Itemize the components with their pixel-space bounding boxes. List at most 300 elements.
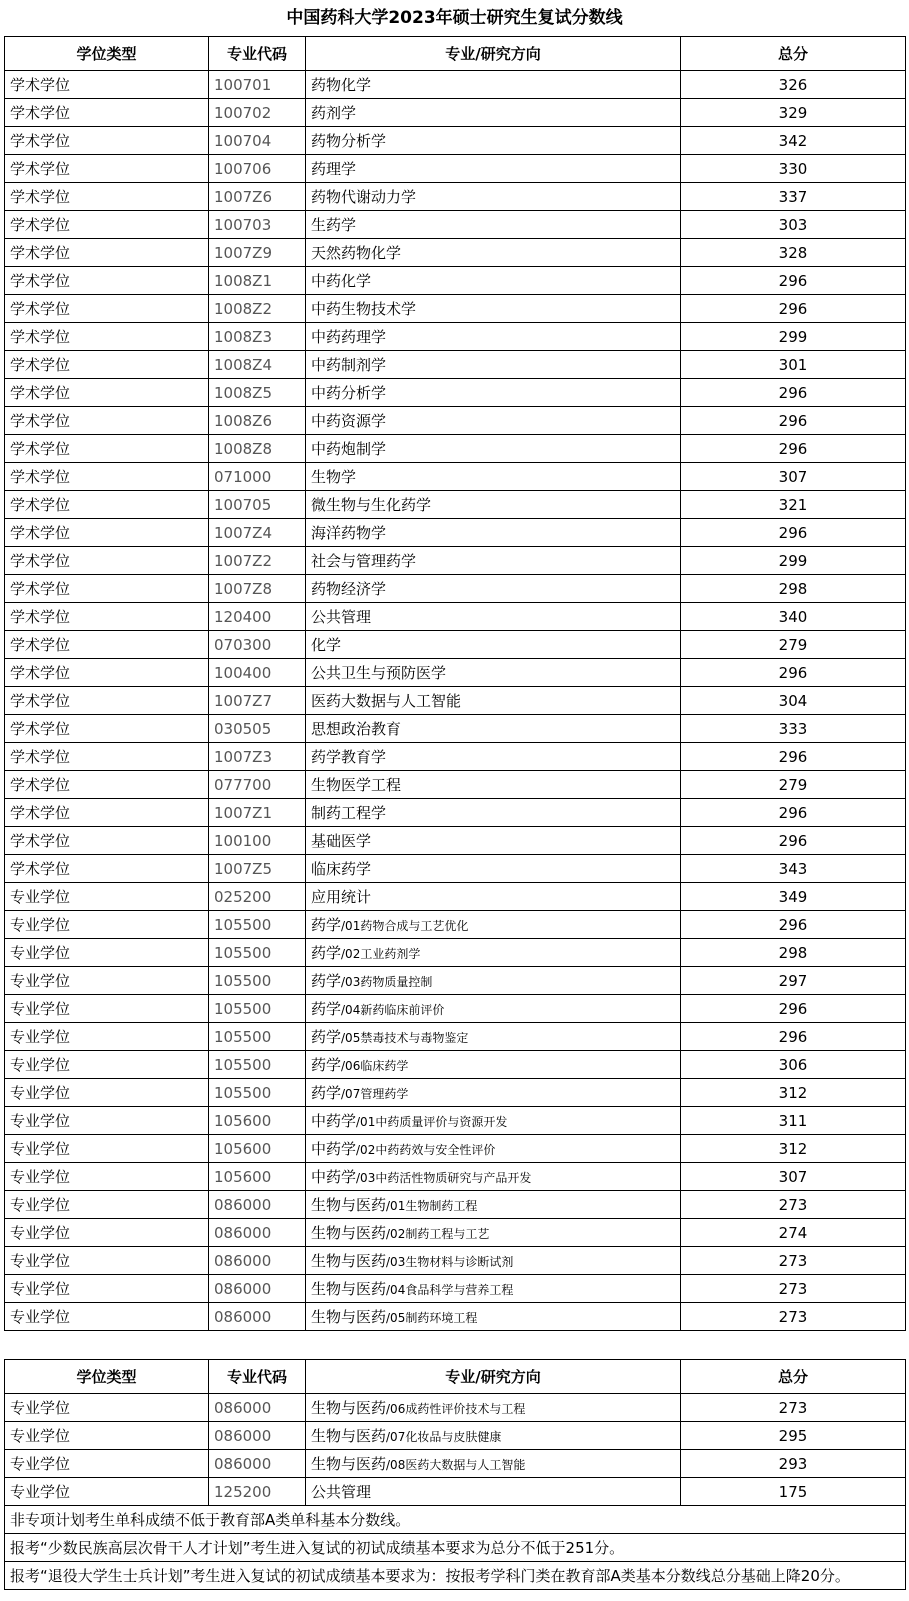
major-name: 公共卫生与预防医学 bbox=[311, 664, 447, 682]
degree-type-cell: 专业学位 bbox=[5, 1079, 209, 1107]
degree-type-cell: 学术学位 bbox=[5, 351, 209, 379]
major-code-cell: 077700 bbox=[209, 771, 306, 799]
degree-type-cell: 学术学位 bbox=[5, 379, 209, 407]
major-code-cell: 100703 bbox=[209, 211, 306, 239]
table-row bbox=[5, 575, 906, 603]
degree-type-cell: 学术学位 bbox=[5, 435, 209, 463]
total-score-cell: 299 bbox=[681, 547, 906, 575]
research-direction: /02中药药效与安全性评价 bbox=[356, 1143, 496, 1157]
table-row bbox=[5, 519, 906, 547]
major-direction-cell bbox=[306, 715, 681, 743]
major-direction-cell bbox=[306, 351, 681, 379]
major-name: 药学 bbox=[311, 1028, 342, 1046]
table-row bbox=[5, 1394, 906, 1422]
total-score-cell: 296 bbox=[681, 267, 906, 295]
table-row bbox=[5, 183, 906, 211]
total-score-cell: 321 bbox=[681, 491, 906, 519]
table-row bbox=[5, 211, 906, 239]
major-direction-cell bbox=[306, 939, 681, 967]
table-row bbox=[5, 463, 906, 491]
table-row bbox=[5, 1135, 906, 1163]
total-score-cell: 307 bbox=[681, 463, 906, 491]
degree-type-cell: 学术学位 bbox=[5, 687, 209, 715]
major-name: 药物代谢动力学 bbox=[311, 188, 417, 206]
major-name: 中药学 bbox=[311, 1168, 357, 1186]
table-header-row bbox=[5, 37, 906, 71]
degree-type-cell: 专业学位 bbox=[5, 1394, 209, 1422]
degree-type-cell: 学术学位 bbox=[5, 99, 209, 127]
major-code-cell: 100400 bbox=[209, 659, 306, 687]
header-major-direction: 专业/研究方向 bbox=[306, 1360, 681, 1394]
table-row bbox=[5, 799, 906, 827]
total-score-cell: 326 bbox=[681, 71, 906, 99]
research-direction: /03中药活性物质研究与产品开发 bbox=[356, 1171, 532, 1185]
major-direction-cell bbox=[306, 323, 681, 351]
table-row bbox=[5, 71, 906, 99]
major-code-cell: 1007Z7 bbox=[209, 687, 306, 715]
major-code-cell: 086000 bbox=[209, 1219, 306, 1247]
table-row bbox=[5, 1478, 906, 1506]
major-name: 药物分析学 bbox=[311, 132, 387, 150]
note-row bbox=[5, 1562, 906, 1590]
major-direction-cell bbox=[306, 659, 681, 687]
degree-type-cell: 学术学位 bbox=[5, 295, 209, 323]
major-code-cell: 071000 bbox=[209, 463, 306, 491]
total-score-cell: 175 bbox=[681, 1478, 906, 1506]
total-score-cell: 298 bbox=[681, 939, 906, 967]
major-code-cell: 025200 bbox=[209, 883, 306, 911]
table-row bbox=[5, 323, 906, 351]
major-direction-cell bbox=[306, 995, 681, 1023]
table-row bbox=[5, 855, 906, 883]
total-score-cell: 330 bbox=[681, 155, 906, 183]
research-direction: /08医药大数据与人工智能 bbox=[386, 1458, 526, 1472]
major-direction-cell bbox=[306, 631, 681, 659]
total-score-cell: 298 bbox=[681, 575, 906, 603]
major-direction-cell bbox=[306, 1247, 681, 1275]
major-name: 思想政治教育 bbox=[311, 720, 402, 738]
table-row bbox=[5, 995, 906, 1023]
research-direction: /02工业药剂学 bbox=[341, 947, 421, 961]
table-row bbox=[5, 267, 906, 295]
table-row bbox=[5, 435, 906, 463]
major-direction-cell bbox=[306, 687, 681, 715]
total-score-cell: 303 bbox=[681, 211, 906, 239]
table-row bbox=[5, 1247, 906, 1275]
major-code-cell: 105500 bbox=[209, 911, 306, 939]
degree-type-cell: 专业学位 bbox=[5, 883, 209, 911]
table-row bbox=[5, 379, 906, 407]
major-name: 药学 bbox=[311, 944, 342, 962]
major-code-cell: 086000 bbox=[209, 1450, 306, 1478]
major-name: 药学 bbox=[311, 972, 342, 990]
major-name: 药剂学 bbox=[311, 104, 357, 122]
major-direction-cell bbox=[306, 1422, 681, 1450]
header-major-direction: 专业/研究方向 bbox=[306, 37, 681, 71]
major-name: 生物与医药 bbox=[311, 1224, 387, 1242]
note-text: 非专项计划考生单科成绩不低于教育部A类单科基本分数线。 bbox=[5, 1506, 906, 1534]
total-score-cell: 307 bbox=[681, 1163, 906, 1191]
degree-type-cell: 专业学位 bbox=[5, 1450, 209, 1478]
major-code-cell: 1008Z8 bbox=[209, 435, 306, 463]
header-total-score: 总分 bbox=[681, 1360, 906, 1394]
table-row bbox=[5, 771, 906, 799]
table-row bbox=[5, 491, 906, 519]
table-row bbox=[5, 631, 906, 659]
major-direction-cell bbox=[306, 211, 681, 239]
major-direction-cell bbox=[306, 519, 681, 547]
total-score-cell: 279 bbox=[681, 771, 906, 799]
table-row bbox=[5, 687, 906, 715]
total-score-cell: 304 bbox=[681, 687, 906, 715]
note-row bbox=[5, 1534, 906, 1562]
major-direction-cell bbox=[306, 183, 681, 211]
major-code-cell: 120400 bbox=[209, 603, 306, 631]
total-score-cell: 342 bbox=[681, 127, 906, 155]
major-direction-cell bbox=[306, 799, 681, 827]
degree-type-cell: 学术学位 bbox=[5, 799, 209, 827]
major-direction-cell bbox=[306, 1135, 681, 1163]
major-name: 微生物与生化药学 bbox=[311, 496, 432, 514]
total-score-cell: 337 bbox=[681, 183, 906, 211]
header-major-code: 专业代码 bbox=[209, 1360, 306, 1394]
research-direction: /05禁毒技术与毒物鉴定 bbox=[341, 1031, 469, 1045]
major-code-cell: 1007Z1 bbox=[209, 799, 306, 827]
major-code-cell: 086000 bbox=[209, 1191, 306, 1219]
major-code-cell: 086000 bbox=[209, 1247, 306, 1275]
degree-type-cell: 专业学位 bbox=[5, 1135, 209, 1163]
major-code-cell: 100701 bbox=[209, 71, 306, 99]
degree-type-cell: 学术学位 bbox=[5, 323, 209, 351]
degree-type-cell: 学术学位 bbox=[5, 827, 209, 855]
major-name: 应用统计 bbox=[311, 888, 372, 906]
major-direction-cell bbox=[306, 603, 681, 631]
table-row bbox=[5, 1079, 906, 1107]
major-code-cell: 100706 bbox=[209, 155, 306, 183]
major-name: 生药学 bbox=[311, 216, 357, 234]
degree-type-cell: 学术学位 bbox=[5, 715, 209, 743]
total-score-cell: 343 bbox=[681, 855, 906, 883]
major-direction-cell bbox=[306, 239, 681, 267]
major-code-cell: 086000 bbox=[209, 1394, 306, 1422]
major-code-cell: 100702 bbox=[209, 99, 306, 127]
total-score-cell: 306 bbox=[681, 1051, 906, 1079]
major-name: 中药炮制学 bbox=[311, 440, 387, 458]
table-row bbox=[5, 1303, 906, 1331]
major-direction-cell bbox=[306, 127, 681, 155]
header-degree-type: 学位类型 bbox=[5, 1360, 209, 1394]
major-code-cell: 105600 bbox=[209, 1107, 306, 1135]
major-name: 临床药学 bbox=[311, 860, 372, 878]
total-score-cell: 274 bbox=[681, 1219, 906, 1247]
research-direction: /03药物质量控制 bbox=[341, 975, 433, 989]
major-name: 药学 bbox=[311, 1056, 342, 1074]
major-direction-cell bbox=[306, 771, 681, 799]
major-code-cell: 1008Z3 bbox=[209, 323, 306, 351]
table-row bbox=[5, 295, 906, 323]
total-score-cell: 273 bbox=[681, 1191, 906, 1219]
table-row bbox=[5, 743, 906, 771]
table-row bbox=[5, 1051, 906, 1079]
major-code-cell: 030505 bbox=[209, 715, 306, 743]
degree-type-cell: 专业学位 bbox=[5, 1275, 209, 1303]
degree-type-cell: 学术学位 bbox=[5, 127, 209, 155]
table-row bbox=[5, 939, 906, 967]
major-name: 天然药物化学 bbox=[311, 244, 402, 262]
degree-type-cell: 专业学位 bbox=[5, 1247, 209, 1275]
research-direction: /01生物制药工程 bbox=[386, 1199, 478, 1213]
major-direction-cell bbox=[306, 1051, 681, 1079]
major-direction-cell bbox=[306, 155, 681, 183]
major-direction-cell bbox=[306, 1219, 681, 1247]
major-direction-cell bbox=[306, 967, 681, 995]
total-score-cell: 273 bbox=[681, 1303, 906, 1331]
table-row bbox=[5, 659, 906, 687]
degree-type-cell: 学术学位 bbox=[5, 855, 209, 883]
total-score-cell: 296 bbox=[681, 995, 906, 1023]
major-name: 生物与医药 bbox=[311, 1280, 387, 1298]
page-title: 中国药科大学2023年硕士研究生复试分数线 bbox=[286, 8, 623, 28]
degree-type-cell: 专业学位 bbox=[5, 939, 209, 967]
table-row bbox=[5, 967, 906, 995]
major-code-cell: 1007Z2 bbox=[209, 547, 306, 575]
major-name: 药物化学 bbox=[311, 76, 372, 94]
table-row bbox=[5, 715, 906, 743]
major-direction-cell bbox=[306, 883, 681, 911]
table-row bbox=[5, 911, 906, 939]
major-name: 生物与医药 bbox=[311, 1455, 387, 1473]
research-direction: /03生物材料与诊断试剂 bbox=[386, 1255, 514, 1269]
degree-type-cell: 学术学位 bbox=[5, 519, 209, 547]
major-code-cell: 1007Z6 bbox=[209, 183, 306, 211]
major-name: 生物与医药 bbox=[311, 1196, 387, 1214]
table-row bbox=[5, 127, 906, 155]
header-major-code: 专业代码 bbox=[209, 37, 306, 71]
major-direction-cell bbox=[306, 267, 681, 295]
table-row bbox=[5, 1191, 906, 1219]
major-direction-cell bbox=[306, 99, 681, 127]
major-code-cell: 100705 bbox=[209, 491, 306, 519]
major-code-cell: 105500 bbox=[209, 995, 306, 1023]
table-row bbox=[5, 1163, 906, 1191]
major-code-cell: 105500 bbox=[209, 1023, 306, 1051]
major-code-cell: 1008Z6 bbox=[209, 407, 306, 435]
total-score-cell: 312 bbox=[681, 1079, 906, 1107]
major-direction-cell bbox=[306, 855, 681, 883]
degree-type-cell: 专业学位 bbox=[5, 995, 209, 1023]
major-code-cell: 086000 bbox=[209, 1422, 306, 1450]
major-name: 中药学 bbox=[311, 1140, 357, 1158]
major-direction-cell bbox=[306, 1275, 681, 1303]
research-direction: /07管理药学 bbox=[341, 1087, 409, 1101]
total-score-cell: 296 bbox=[681, 295, 906, 323]
total-score-cell: 273 bbox=[681, 1247, 906, 1275]
major-name: 基础医学 bbox=[311, 832, 372, 850]
research-direction: /04新药临床前评价 bbox=[341, 1003, 445, 1017]
major-code-cell: 105500 bbox=[209, 939, 306, 967]
note-text: 报考“少数民族高层次骨干人才计划”考生进入复试的初试成绩基本要求为总分不低于251分。 bbox=[5, 1534, 906, 1562]
major-code-cell: 086000 bbox=[209, 1275, 306, 1303]
degree-type-cell: 学术学位 bbox=[5, 267, 209, 295]
total-score-cell: 328 bbox=[681, 239, 906, 267]
major-direction-cell bbox=[306, 463, 681, 491]
major-code-cell: 105600 bbox=[209, 1163, 306, 1191]
table-row bbox=[5, 883, 906, 911]
major-direction-cell bbox=[306, 1107, 681, 1135]
major-direction-cell bbox=[306, 379, 681, 407]
table-row bbox=[5, 1107, 906, 1135]
major-code-cell: 105500 bbox=[209, 967, 306, 995]
degree-type-cell: 学术学位 bbox=[5, 211, 209, 239]
major-name: 中药制剂学 bbox=[311, 356, 387, 374]
major-direction-cell bbox=[306, 547, 681, 575]
degree-type-cell: 专业学位 bbox=[5, 1478, 209, 1506]
major-direction-cell bbox=[306, 1394, 681, 1422]
major-code-cell: 1007Z5 bbox=[209, 855, 306, 883]
major-code-cell: 1008Z4 bbox=[209, 351, 306, 379]
total-score-cell: 296 bbox=[681, 827, 906, 855]
major-name: 海洋药物学 bbox=[311, 524, 387, 542]
total-score-cell: 296 bbox=[681, 799, 906, 827]
table-row bbox=[5, 1219, 906, 1247]
total-score-cell: 296 bbox=[681, 911, 906, 939]
total-score-cell: 312 bbox=[681, 1135, 906, 1163]
table-row bbox=[5, 547, 906, 575]
degree-type-cell: 学术学位 bbox=[5, 743, 209, 771]
research-direction: /05制药环境工程 bbox=[386, 1311, 478, 1325]
major-name: 药学 bbox=[311, 1000, 342, 1018]
major-code-cell: 105500 bbox=[209, 1079, 306, 1107]
total-score-cell: 295 bbox=[681, 1422, 906, 1450]
research-direction: /06临床药学 bbox=[341, 1059, 409, 1073]
research-direction: /02制药工程与工艺 bbox=[386, 1227, 490, 1241]
degree-type-cell: 学术学位 bbox=[5, 71, 209, 99]
table-row bbox=[5, 239, 906, 267]
major-name: 中药化学 bbox=[311, 272, 372, 290]
major-direction-cell bbox=[306, 827, 681, 855]
degree-type-cell: 学术学位 bbox=[5, 575, 209, 603]
degree-type-cell: 专业学位 bbox=[5, 1303, 209, 1331]
major-direction-cell bbox=[306, 1450, 681, 1478]
major-name: 生物与医药 bbox=[311, 1252, 387, 1270]
major-code-cell: 1007Z4 bbox=[209, 519, 306, 547]
header-degree-type: 学位类型 bbox=[5, 37, 209, 71]
major-name: 制药工程学 bbox=[311, 804, 387, 822]
research-direction: /04食品科学与营养工程 bbox=[386, 1283, 514, 1297]
degree-type-cell: 学术学位 bbox=[5, 239, 209, 267]
degree-type-cell: 学术学位 bbox=[5, 631, 209, 659]
total-score-cell: 297 bbox=[681, 967, 906, 995]
total-score-cell: 296 bbox=[681, 379, 906, 407]
major-name: 中药分析学 bbox=[311, 384, 387, 402]
degree-type-cell: 专业学位 bbox=[5, 1107, 209, 1135]
table-row bbox=[5, 1450, 906, 1478]
degree-type-cell: 学术学位 bbox=[5, 183, 209, 211]
major-code-cell: 105600 bbox=[209, 1135, 306, 1163]
major-name: 医药大数据与人工智能 bbox=[311, 692, 462, 710]
major-direction-cell bbox=[306, 295, 681, 323]
major-direction-cell bbox=[306, 1191, 681, 1219]
score-table-main bbox=[4, 36, 906, 1331]
major-direction-cell bbox=[306, 911, 681, 939]
major-name: 生物医学工程 bbox=[311, 776, 402, 794]
total-score-cell: 311 bbox=[681, 1107, 906, 1135]
major-name: 中药药理学 bbox=[311, 328, 387, 346]
table-row bbox=[5, 1422, 906, 1450]
major-name: 化学 bbox=[311, 636, 342, 654]
major-code-cell: 1008Z1 bbox=[209, 267, 306, 295]
header-total-score: 总分 bbox=[681, 37, 906, 71]
major-name: 公共管理 bbox=[311, 608, 372, 626]
major-code-cell: 1008Z2 bbox=[209, 295, 306, 323]
major-direction-cell bbox=[306, 1163, 681, 1191]
degree-type-cell: 学术学位 bbox=[5, 407, 209, 435]
major-code-cell: 105500 bbox=[209, 1051, 306, 1079]
major-name: 公共管理 bbox=[311, 1483, 372, 1501]
total-score-cell: 296 bbox=[681, 659, 906, 687]
note-text: 报考“退役大学生士兵计划”考生进入复试的初试成绩基本要求为：按报考学科门类在教育部A类基本分数线总分基础上降20分。 bbox=[5, 1562, 906, 1590]
major-name: 社会与管理药学 bbox=[311, 552, 417, 570]
degree-type-cell: 学术学位 bbox=[5, 155, 209, 183]
table-row bbox=[5, 603, 906, 631]
total-score-cell: 349 bbox=[681, 883, 906, 911]
major-direction-cell bbox=[306, 743, 681, 771]
degree-type-cell: 专业学位 bbox=[5, 1023, 209, 1051]
major-name: 中药生物技术学 bbox=[311, 300, 417, 318]
table-row bbox=[5, 155, 906, 183]
major-direction-cell bbox=[306, 435, 681, 463]
degree-type-cell: 学术学位 bbox=[5, 491, 209, 519]
degree-type-cell: 学术学位 bbox=[5, 463, 209, 491]
major-name: 中药学 bbox=[311, 1112, 357, 1130]
major-code-cell: 1007Z9 bbox=[209, 239, 306, 267]
degree-type-cell: 专业学位 bbox=[5, 1219, 209, 1247]
major-direction-cell bbox=[306, 71, 681, 99]
major-code-cell: 125200 bbox=[209, 1478, 306, 1506]
table-row bbox=[5, 351, 906, 379]
major-name: 中药资源学 bbox=[311, 412, 387, 430]
note-row bbox=[5, 1506, 906, 1534]
table-row bbox=[5, 99, 906, 127]
total-score-cell: 333 bbox=[681, 715, 906, 743]
major-direction-cell bbox=[306, 1023, 681, 1051]
major-code-cell: 100100 bbox=[209, 827, 306, 855]
major-name: 药学 bbox=[311, 916, 342, 934]
major-name: 生物与医药 bbox=[311, 1427, 387, 1445]
major-name: 生物与医药 bbox=[311, 1399, 387, 1417]
score-table-continued bbox=[4, 1359, 906, 1590]
major-name: 生物学 bbox=[311, 468, 357, 486]
major-code-cell: 086000 bbox=[209, 1303, 306, 1331]
total-score-cell: 340 bbox=[681, 603, 906, 631]
research-direction: /07化妆品与皮肤健康 bbox=[386, 1430, 502, 1444]
table-row bbox=[5, 1275, 906, 1303]
total-score-cell: 293 bbox=[681, 1450, 906, 1478]
table-row bbox=[5, 827, 906, 855]
major-direction-cell bbox=[306, 575, 681, 603]
degree-type-cell: 学术学位 bbox=[5, 547, 209, 575]
major-code-cell: 1007Z3 bbox=[209, 743, 306, 771]
total-score-cell: 273 bbox=[681, 1394, 906, 1422]
degree-type-cell: 学术学位 bbox=[5, 771, 209, 799]
total-score-cell: 296 bbox=[681, 743, 906, 771]
major-name: 药物经济学 bbox=[311, 580, 387, 598]
major-name: 生物与医药 bbox=[311, 1308, 387, 1326]
major-direction-cell bbox=[306, 1303, 681, 1331]
research-direction: /01中药质量评价与资源开发 bbox=[356, 1115, 508, 1129]
degree-type-cell: 专业学位 bbox=[5, 1163, 209, 1191]
major-direction-cell bbox=[306, 1079, 681, 1107]
